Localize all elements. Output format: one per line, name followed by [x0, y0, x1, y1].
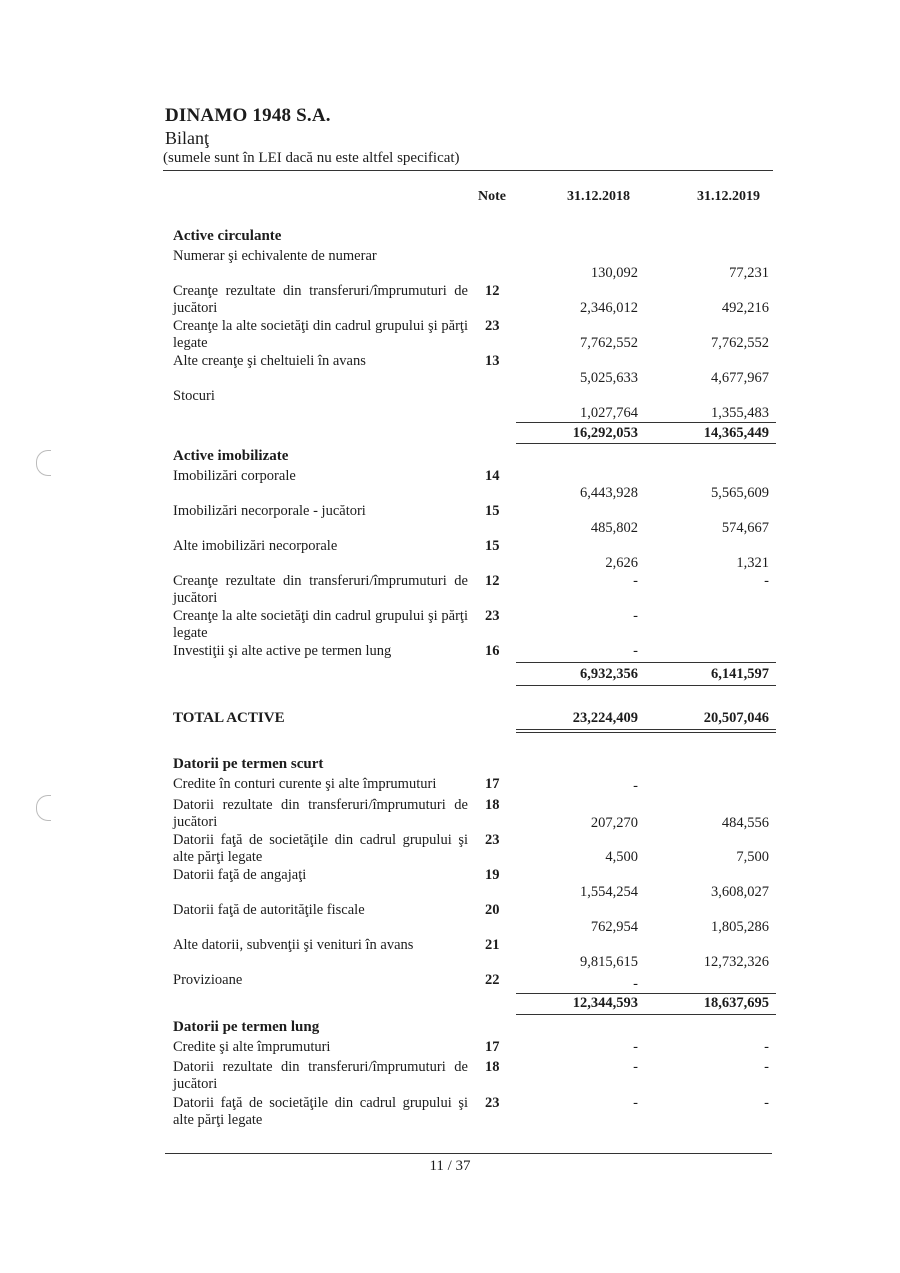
row-value-2019: 1,805,286: [711, 919, 769, 935]
row-note: 22: [485, 972, 500, 988]
row-label: Imobilizări necorporale - jucători: [173, 503, 366, 519]
company-name: DINAMO 1948 S.A.: [165, 105, 331, 126]
row-label: Provizioane: [173, 972, 243, 988]
row-value-2018: 5,025,633: [580, 370, 638, 386]
row-label: Investiţii şi alte active pe termen lung: [173, 643, 392, 659]
row-label: Datorii faţă de angajaţi: [173, 867, 307, 883]
row-label: Datorii faţă de autorităţile fiscale: [173, 902, 365, 918]
col-header-note: Note: [478, 189, 506, 204]
total-active-label: TOTAL ACTIVE: [173, 710, 285, 726]
subtotal-rule: [516, 662, 776, 663]
subtotal-2018: 16,292,053: [572, 425, 638, 441]
section-active-imobilizate: Active imobilizate: [173, 448, 289, 464]
row-value-2018: 7,762,552: [580, 335, 638, 351]
row-label: Alte datorii, subvenţii şi venituri în avans: [173, 937, 414, 953]
row-value-2018: -: [633, 1039, 638, 1055]
row-note: 12: [485, 573, 500, 589]
row-label: Creanţe la alte societăţi din cadrul grupului şi părţi legate: [173, 608, 468, 641]
subtotal-2018: 12,344,593: [572, 995, 638, 1011]
punch-hole-mark: [36, 450, 51, 476]
row-label: Datorii rezultate din transferuri/împrumuturi de jucători: [173, 1059, 468, 1092]
row-label: Credite şi alte împrumuturi: [173, 1039, 331, 1055]
row-value-2019: 5,565,609: [711, 485, 769, 501]
section-active-circulante: Active circulante: [173, 228, 282, 244]
row-value-2018: 130,092: [590, 265, 638, 281]
row-value-2018: -: [633, 778, 638, 794]
row-value-2018: 1,554,254: [580, 884, 638, 900]
row-label: Datorii faţă de societăţile din cadrul grupului şi alte părţi legate: [173, 1095, 468, 1128]
row-value-2019: 574,667: [721, 520, 769, 536]
row-value-2018: 762,954: [590, 919, 638, 935]
row-label: Creanţe rezultate din transferuri/împrumuturi de jucători: [173, 573, 468, 606]
document-subtitle: (sumele sunt în LEI dacă nu este altfel specificat): [163, 150, 460, 166]
row-value-2018: -: [633, 573, 638, 589]
document-title: Bilanţ: [165, 128, 209, 148]
row-note: 21: [485, 937, 500, 953]
row-note: 15: [485, 538, 500, 554]
row-note: 17: [485, 1039, 500, 1055]
row-note: 23: [485, 318, 500, 334]
total-rule: [516, 729, 776, 730]
total-active-2018: 23,224,409: [572, 710, 638, 726]
row-note: 18: [485, 797, 500, 813]
row-note: 19: [485, 867, 500, 883]
row-value-2018: 6,443,928: [580, 485, 638, 501]
subtotal-rule: [516, 422, 776, 423]
row-label: Stocuri: [173, 388, 215, 404]
page-number: 11 / 37: [429, 1158, 471, 1174]
subtotal-rule: [516, 1014, 776, 1015]
row-note: 23: [485, 832, 500, 848]
row-value-2018: 207,270: [590, 815, 638, 831]
subtotal-rule: [516, 993, 776, 994]
row-value-2019: 484,556: [721, 815, 769, 831]
row-value-2019: -: [764, 573, 769, 589]
section-datorii-scurt: Datorii pe termen scurt: [173, 756, 324, 772]
row-label: Datorii faţă de societăţile din cadrul grupului şi alte părţi legate: [173, 832, 468, 865]
row-label: Creanţe la alte societăţi din cadrul grupului şi părţi legate: [173, 318, 468, 351]
row-note: 23: [485, 608, 500, 624]
row-value-2019: 7,500: [736, 849, 769, 865]
row-note: 14: [485, 468, 500, 484]
row-note: 23: [485, 1095, 500, 1111]
total-rule: [516, 732, 776, 733]
row-value-2018: 4,500: [605, 849, 638, 865]
header-rule: [163, 170, 773, 171]
row-note: 12: [485, 283, 500, 299]
subtotal-rule: [516, 685, 776, 686]
subtotal-2019: 18,637,695: [703, 995, 769, 1011]
subtotal-2019: 14,365,449: [703, 425, 769, 441]
row-value-2018: 2,626: [605, 555, 638, 571]
row-value-2018: -: [633, 643, 638, 659]
row-value-2019: 1,321: [736, 555, 769, 571]
row-value-2019: 12,732,326: [703, 954, 769, 970]
total-active-2019: 20,507,046: [703, 710, 769, 726]
row-value-2018: -: [633, 1059, 638, 1075]
row-note: 16: [485, 643, 500, 659]
row-value-2019: -: [764, 1039, 769, 1055]
row-label: Creanţe rezultate din transferuri/împrumuturi de jucători: [173, 283, 468, 316]
row-value-2019: 492,216: [721, 300, 769, 316]
row-value-2018: 9,815,615: [580, 954, 638, 970]
col-header-2018: 31.12.2018: [567, 189, 630, 204]
row-note: 20: [485, 902, 500, 918]
row-label: Datorii rezultate din transferuri/împrumuturi de jucători: [173, 797, 468, 830]
row-label: Credite în conturi curente şi alte împrumuturi: [173, 776, 437, 792]
row-value-2019: 3,608,027: [711, 884, 769, 900]
row-note: 15: [485, 503, 500, 519]
row-value-2019: -: [764, 1059, 769, 1075]
section-datorii-lung: Datorii pe termen lung: [173, 1019, 320, 1035]
row-label: Alte imobilizări necorporale: [173, 538, 338, 554]
subtotal-rule: [516, 443, 776, 444]
row-value-2018: 2,346,012: [580, 300, 638, 316]
row-label: Numerar şi echivalente de numerar: [173, 248, 377, 264]
row-value-2019: 1,355,483: [711, 405, 769, 421]
punch-hole-mark: [36, 795, 51, 821]
row-label: Alte creanţe şi cheltuieli în avans: [173, 353, 366, 369]
row-value-2019: 77,231: [729, 265, 769, 281]
row-value-2018: -: [633, 976, 638, 992]
row-value-2019: 7,762,552: [711, 335, 769, 351]
col-header-2019: 31.12.2019: [697, 189, 760, 204]
subtotal-2019: 6,141,597: [711, 666, 769, 682]
row-value-2018: -: [633, 1095, 638, 1111]
row-value-2019: -: [764, 1095, 769, 1111]
row-value-2018: 485,802: [590, 520, 638, 536]
row-value-2019: 4,677,967: [711, 370, 769, 386]
row-value-2018: -: [633, 608, 638, 624]
row-label: Imobilizări corporale: [173, 468, 296, 484]
row-note: 17: [485, 776, 500, 792]
row-value-2018: 1,027,764: [580, 405, 638, 421]
row-note: 13: [485, 353, 500, 369]
footer-rule: [165, 1153, 772, 1154]
subtotal-2018: 6,932,356: [580, 666, 638, 682]
row-note: 18: [485, 1059, 500, 1075]
